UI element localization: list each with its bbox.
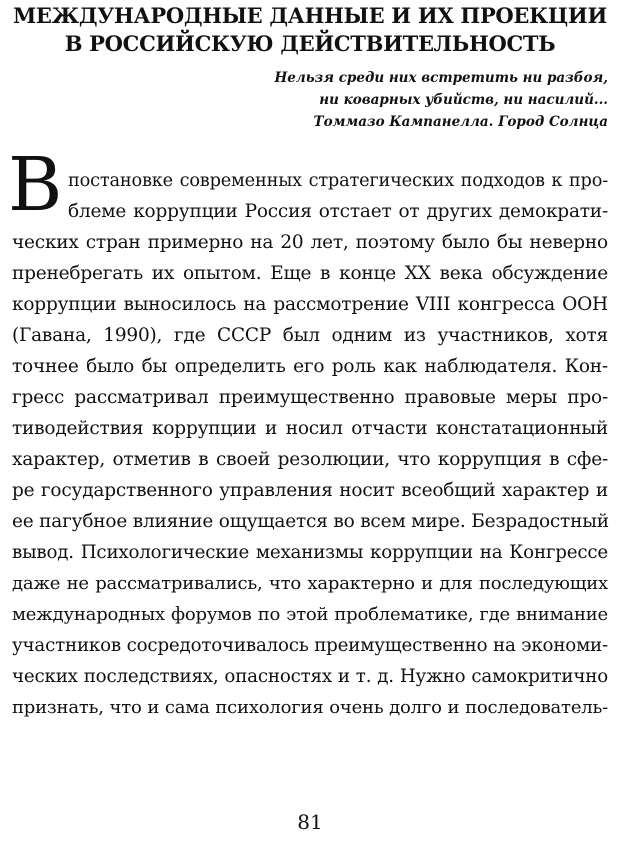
paragraph-line: ее пагубное влияние ощущается во всем мире. Безрадостный — [12, 511, 609, 532]
paragraph-line: коррупции выносилось на рассмотрение VIII конгресса ООН — [12, 294, 608, 315]
epigraph-attribution: Томмазо Кампанелла. Город Солнца — [313, 114, 608, 130]
paragraph-line: точнее было бы определить его роль как наблюдателя. Кон- — [12, 356, 608, 377]
paragraph-line: блеме коррупции Россия отстает от других демократи- — [68, 201, 608, 222]
drop-cap: В — [8, 142, 63, 228]
paragraph-line: ческих последствиях, опасностях и т. д. Нужно самокритично — [12, 666, 608, 687]
paragraph-line: (Гавана, 1990), где СССР был одним из участников, хотя — [12, 325, 608, 346]
chapter-heading-line-2: В РОССИЙСКУЮ ДЕЙСТВИТЕЛЬНОСТЬ — [64, 31, 556, 56]
paragraph-line: ческих стран примерно на 20 лет, поэтому было бы неверно — [12, 232, 608, 253]
chapter-heading-line-1: МЕЖДУНАРОДНЫЕ ДАННЫЕ И ИХ ПРОЕКЦИИ — [12, 3, 608, 28]
paragraph-line: признать, что и сама психология очень долго и последователь- — [12, 697, 608, 718]
paragraph-line: участников сосредоточивалось преимущественно на экономи- — [12, 635, 608, 656]
epigraph-line-1: Нельзя среди них встретить ни разбоя, — [274, 70, 608, 86]
paragraph-line: даже не рассматривались, что характерно и для последующих — [12, 573, 608, 594]
paragraph-line: характер, отметив в своей резолюции, что коррупция в сфе- — [12, 449, 608, 470]
page-number: 81 — [297, 810, 323, 834]
paragraph-line: тиводействия коррупции и носил отчасти констатационный — [12, 418, 608, 439]
paragraph-line: международных форумов по этой проблематике, где внимание — [12, 604, 608, 625]
paragraph-line: постановке современных стратегических подходов к про- — [68, 171, 608, 191]
paragraph-line: вывод. Психологические механизмы коррупции на Конгрессе — [12, 542, 608, 563]
epigraph-line-2: ни коварных убийств, ни насилий... — [319, 92, 608, 108]
paragraph-line: ре государственного управления носит всеобщий характер и — [12, 480, 608, 501]
paragraph-line: пренебрегать их опытом. Еще в конце XX века обсуждение — [12, 263, 608, 284]
paragraph-line: гресс рассматривал преимущественно правовые меры про- — [12, 387, 608, 408]
